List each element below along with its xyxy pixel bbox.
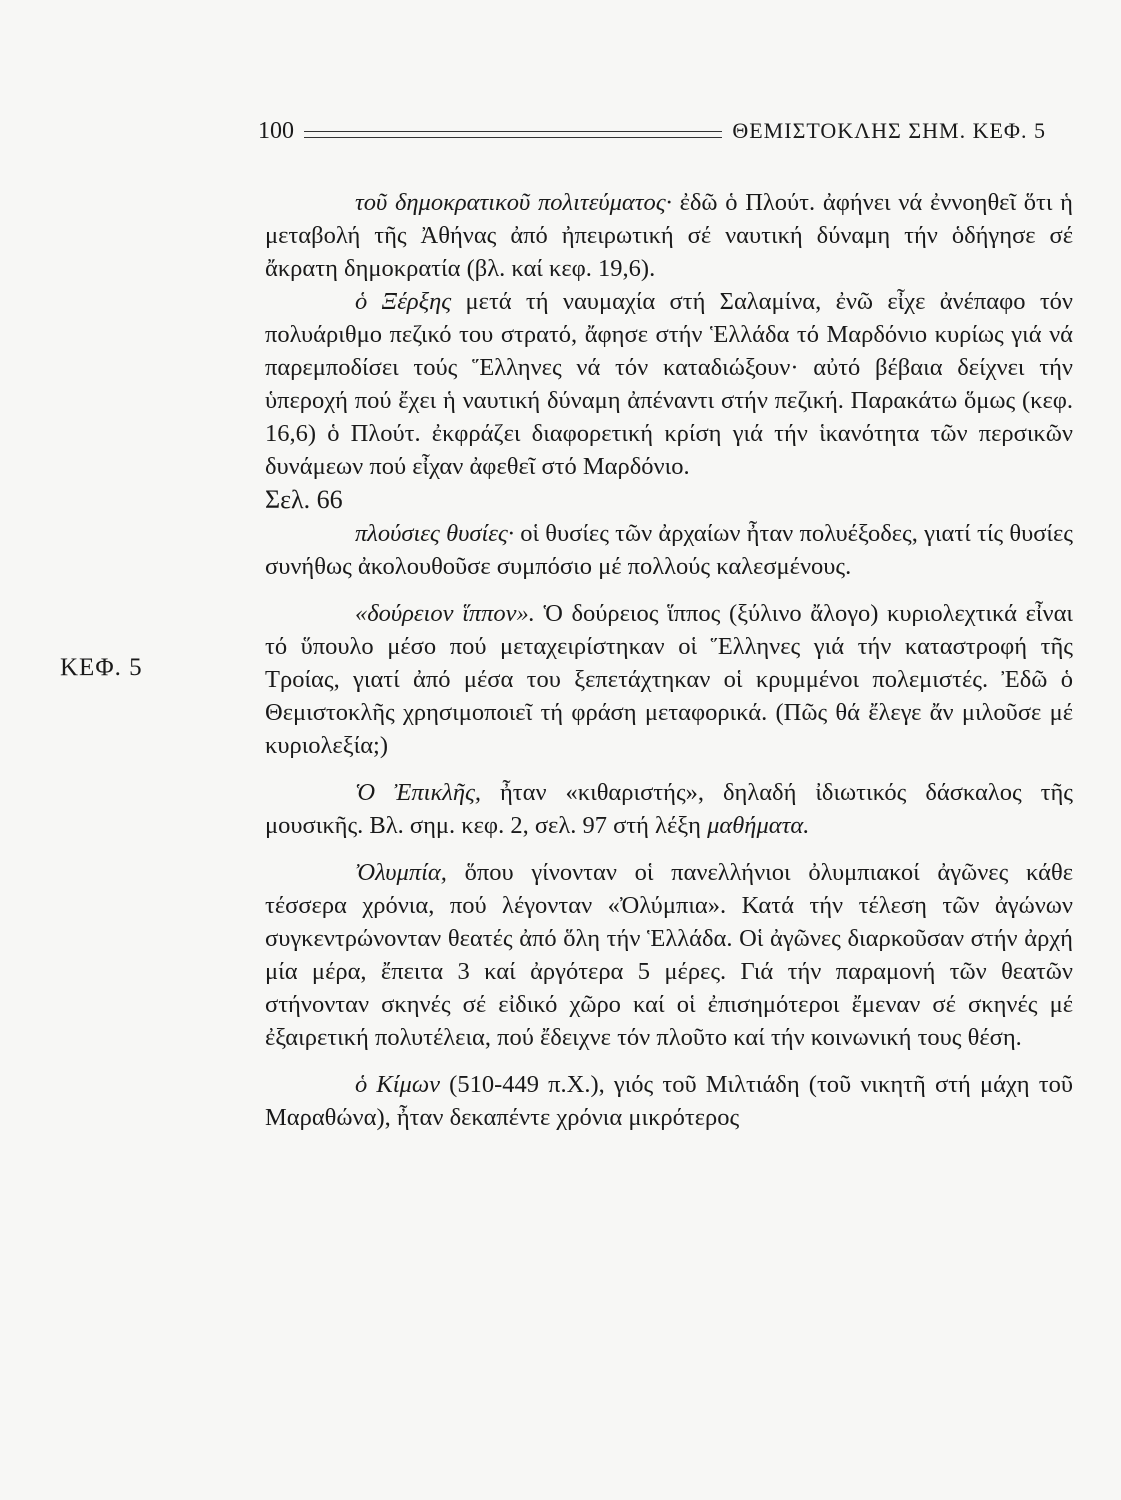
note-text: μετά τή ναυμαχία στή Σαλαμίνα, ἐνῶ εἶχε ἀνέπαφο τόν πολυάριθμο πεζικό του στρατό, ἄφησε στήν Ἑλλάδα τό Μαρδόνιο κυρίως γιά νά παρεμποδίσει τούς Ἕλληνες νά τόν καταδιώξουν· αὐτό βέβαια δείχνει τήν ὑπεροχή πού ἔχει ἡ ναυτική δύναμη ἀπέναντι στήν πεζική. Παρακάτω ὅμως (κεφ. 16,6) ὁ Πλούτ. ἐκφράζει διαφορετική κρίση γιά τήν ἱκανότητα τῶν περσικῶν δυνάμεων πού εἶχαν ἀφεθεῖ στό Μαρδόνιο. bbox=[265, 288, 1073, 480]
commentary-body bbox=[265, 186, 1073, 1134]
note-paragraph bbox=[265, 597, 1073, 762]
note-lemma: Ὀλυμπία, bbox=[355, 859, 447, 886]
header-rule bbox=[304, 131, 722, 138]
note-lemma: ὁ Ξέρξης bbox=[355, 288, 452, 315]
page-number: 100 bbox=[258, 117, 294, 144]
note-lemma: μαθήματα. bbox=[707, 812, 810, 839]
note-lemma: πλούσιες θυσίες· bbox=[355, 520, 514, 547]
note-text: ἦταν «κιθαριστής», δηλαδή ἰδιωτικός δάσκαλος τῆς μουσικῆς. Βλ. σημ. κεφ. 2, σελ. 97 στή λέξη bbox=[265, 779, 1073, 839]
note-paragraph bbox=[265, 517, 1073, 583]
section-heading: Σελ. 66 bbox=[265, 485, 343, 514]
running-title: ΘΕΜΙΣΤΟΚΛΗΣ ΣΗΜ. ΚΕΦ. 5 bbox=[732, 118, 1046, 143]
note-paragraph bbox=[265, 186, 1073, 285]
note-text: ὅπου γίνονταν οἱ πανελλήνιοι ὀλυμπιακοί ἀγῶνες κάθε τέσσερα χρόνια, πού λέγονταν «Ὀλύμπια». Κατά τήν τέλεση τῶν ἀγώνων συγκεντρώνονταν θεατές ἀπό ὅλη τήν Ἑλλάδα. Οἱ ἀγῶνες διαρκοῦσαν στήν ἀρχή μία μέρα, ἔπειτα 3 καί ἀργότερα 5 μέρες. Γιά τήν παραμονή τῶν θεατῶν στήνονταν σκηνές σέ εἰδικό χῶρο καί οἱ ἐπισημότεροι ἔμεναν σέ σκηνές μέ ἐξαιρετική πολυτέλεια, πού ἔδειχνε τόν πλοῦτο καί τήν κοινωνική τους θέση. bbox=[265, 859, 1073, 1051]
note-text: Ὁ δούρειος ἵππος (ξύλινο ἄλογο) κυριολεχτικά εἶναι τό ὕπουλο μέσο πού μεταχειρίστηκαν οἱ Ἕλληνες γιά τήν καταστροφή τῆς Τροίας, γιατί ἀπό μέσα του ξεπετάχτηκαν οἱ κρυμμένοι πολεμιστές. Ἐδῶ ὁ Θεμιστοκλῆς χρησιμοποιεῖ τή φράση μεταφορικά. (Πῶς θά ἔλεγε ἄν μιλοῦσε μέ κυριολεξία;) bbox=[265, 600, 1073, 759]
running-header bbox=[258, 114, 1046, 148]
note-paragraph bbox=[265, 776, 1073, 842]
note-lemma: «δούρειον ἵππον». bbox=[355, 600, 535, 627]
note-paragraph bbox=[265, 1068, 1073, 1134]
margin-chapter-label: ΚΕΦ. 5 bbox=[60, 654, 143, 681]
note-paragraph bbox=[265, 285, 1073, 483]
note-text: οἱ θυσίες τῶν ἀρχαίων ἦταν πολυέξοδες, γιατί τίς θυσίες συνήθως ἀκολουθοῦσε συμπόσιο μέ πολλούς καλεσμένους. bbox=[265, 520, 1073, 580]
note-lemma: Ὁ Ἐπικλῆς, bbox=[355, 779, 482, 806]
note-lemma: τοῦ δημοκρατικοῦ πολιτεύματος· bbox=[355, 189, 672, 216]
note-text: ἐδῶ ὁ Πλούτ. ἀφήνει νά ἐννοηθεῖ ὅτι ἡ μεταβολή τῆς Ἀθήνας ἀπό ἠπειρωτική σέ ναυτική δύναμη τήν ὁδήγησε σέ ἄκρατη δημοκρατία (βλ. καί κεφ. 19,6). bbox=[265, 189, 1073, 282]
note-paragraph bbox=[265, 856, 1073, 1054]
note-lemma: ὁ Κίμων bbox=[355, 1071, 441, 1098]
note-text: (510-449 π.Χ.), γιός τοῦ Μιλτιάδη (τοῦ νικητῆ στή μάχη τοῦ Μαραθώνα), ἦταν δεκαπέντε χρόνια μικρότερος bbox=[265, 1071, 1073, 1131]
